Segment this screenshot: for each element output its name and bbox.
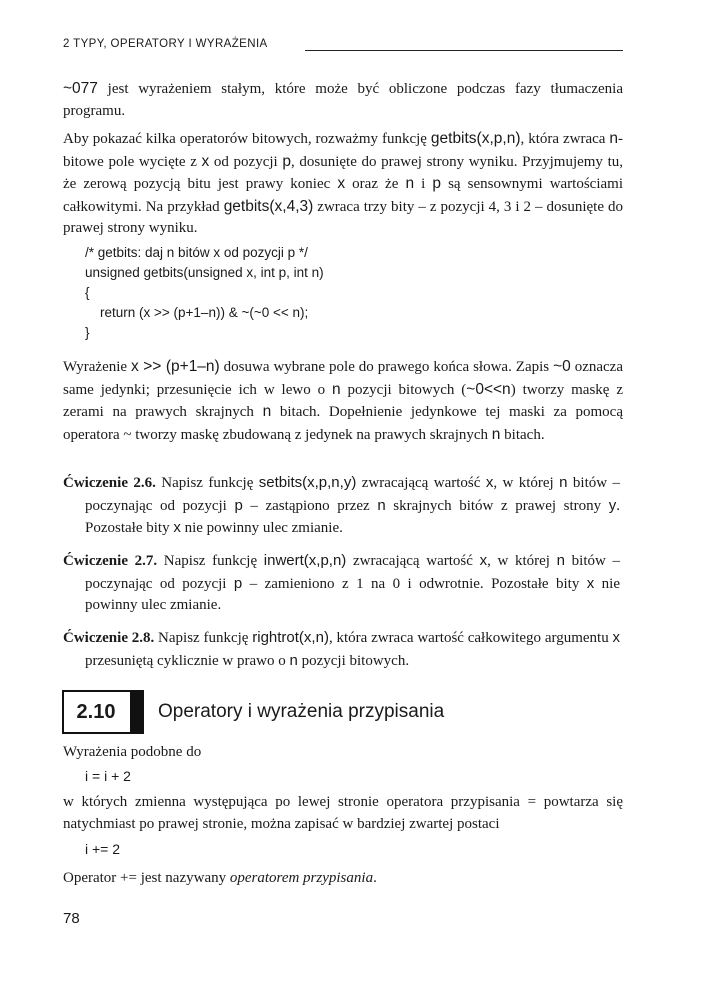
code-term: x	[612, 629, 620, 646]
text: -bitowe pole wycięte z	[63, 131, 623, 170]
code-term: n	[491, 425, 501, 443]
exercise-label: Ćwiczenie 2.6.	[63, 475, 156, 491]
code-term: x	[485, 474, 494, 491]
exercise-label: Ćwiczenie 2.8.	[63, 630, 155, 646]
paragraph-shift-explanation	[63, 356, 623, 446]
code-line-i-equals: i = i + 2	[85, 768, 131, 784]
text: skrajnych bitów z prawej strony	[385, 497, 609, 514]
section-box-bar	[130, 692, 142, 732]
text: – zamieniono z 1 na 0 i odwrotnie. Pozostałe bity	[242, 575, 587, 592]
code-term: n	[405, 175, 415, 192]
text: i	[414, 176, 433, 192]
paragraph-similar-expressions: Wyrażenia podobne do	[63, 744, 202, 760]
code-line: {	[85, 285, 90, 300]
code-line: }	[85, 325, 90, 340]
text: . Pozostałe bity	[85, 497, 621, 536]
paragraph-getbits-intro	[63, 128, 623, 240]
text: , która zwraca	[520, 131, 610, 147]
code-term: rightrot(x,n)	[252, 629, 329, 646]
exercise-2-8	[63, 627, 620, 672]
code-term: n	[289, 651, 298, 669]
emphasis-term: operatorem przypisania	[229, 870, 374, 886]
code-line: return (x >> (p+1–n)) & ~(~0 << n);	[85, 305, 309, 320]
code-term: getbits(x,p,n)	[430, 130, 521, 147]
code-term: ~0	[553, 358, 571, 375]
text: .	[373, 870, 377, 886]
code-term: n	[609, 130, 618, 147]
code-term: ~0<<n	[466, 380, 511, 398]
code-line: unsigned getbits(unsigned x, int p, int n)	[85, 265, 324, 280]
section-number-box	[62, 690, 144, 734]
code-term: ~077	[63, 80, 98, 97]
text: Aby pokazać kilka operatorów bitowych, rozważmy funkcję	[63, 131, 431, 147]
section-title: Operatory i wyrażenia przypisania	[158, 701, 445, 722]
code-term: x	[201, 152, 210, 170]
code-term: p	[234, 496, 243, 514]
text: od pozycji	[209, 153, 283, 170]
code-term: inwert(x,p,n)	[263, 552, 347, 569]
page-number: 78	[63, 910, 80, 927]
code-term: x	[173, 519, 181, 536]
text: dosuwa wybrane pole do prawego końca słowa. Zapis	[219, 359, 554, 375]
running-head-rule	[305, 50, 623, 51]
code-term: n	[556, 552, 565, 569]
text: bitach. Dopełnienie jedynkowe tej maski za pomocą operatora ~ tworzy maskę zbudowaną z jedynek na prawych skrajnych	[63, 404, 623, 443]
text: bitów – poczynając od pozycji	[85, 553, 620, 592]
text: oraz że	[345, 176, 406, 192]
text: Napisz funkcję	[157, 553, 264, 569]
text: oznacza same jedynki; przesunięcie ich w lewo o	[63, 359, 623, 398]
code-term: x	[586, 574, 595, 592]
text: bitów – poczynając od pozycji	[85, 475, 620, 514]
text: są sensownymi wartościami całkowitymi. Na przykład	[63, 176, 624, 215]
code-term: p	[233, 574, 243, 592]
text: nie powinny ulec zmianie.	[85, 575, 620, 613]
code-term: setbits(x,p,n,y)	[258, 474, 357, 491]
code-term: getbits(x,4,3)	[223, 197, 314, 215]
code-term: p	[282, 152, 291, 170]
paragraph-constant-expression	[63, 78, 623, 122]
code-term: y	[608, 496, 617, 514]
text: Wyrażenie	[63, 359, 131, 375]
running-head-text: 2 TYPY, OPERATORY I WYRAŻENIA	[63, 38, 268, 50]
text: pozycji bitowych.	[297, 652, 410, 669]
text: zwracającą wartość	[346, 553, 480, 569]
text: ) tworzy maskę z zerami na prawych skrajnych	[63, 381, 623, 420]
text: , w której	[487, 553, 557, 569]
paragraph-assignment-operator	[63, 868, 623, 890]
code-line-i-plus-equals: i += 2	[85, 841, 121, 857]
code-line: /* getbits: daj n bitów x od pozycji p */	[85, 245, 308, 260]
code-term: n	[332, 380, 341, 398]
code-term: x	[479, 552, 488, 569]
code-term: x	[337, 175, 346, 192]
text: nie powinny ulec zmianie.	[180, 520, 343, 536]
code-block-getbits	[85, 243, 324, 343]
text: zwracającą wartość	[356, 475, 486, 491]
text: bitach.	[500, 426, 545, 443]
text: pozycji bitowych (	[340, 381, 467, 398]
text: zwraca trzy bity – z pozycji 4, 3 i 2 – dosunięte do prawej strony wyniku.	[63, 198, 623, 236]
text: , która zwraca wartość całkowitego argumentu	[328, 630, 613, 646]
text: , dosunięte do prawej strony wyniku. Przyjmujemy tu, że zerową pozycją bitu jest prawy koniec	[63, 153, 623, 192]
text: – zastąpiono przez	[242, 497, 378, 514]
code-term: n	[559, 474, 568, 491]
text: przesuniętą cyklicznie w prawo o	[85, 652, 290, 669]
code-term: p	[432, 175, 441, 192]
section-number: 2.10	[76, 700, 116, 723]
text: Napisz funkcję	[154, 630, 253, 646]
text: , w której	[493, 475, 560, 491]
text: jest wyrażeniem stałym, które może być obliczone podczas fazy tłumaczenia programu.	[63, 81, 623, 119]
running-head	[63, 38, 623, 58]
exercise-label: Ćwiczenie 2.7.	[63, 553, 158, 569]
exercise-2-7	[63, 550, 620, 617]
code-term: x >> (p+1–n)	[131, 358, 220, 375]
paragraph-compact-form: w których zmienna występująca po lewej stronie operatora przypisania = powtarza się natychmiast po prawej stronie, można zapisać w bardziej zwartej postaci	[63, 794, 623, 832]
code-term: n	[377, 496, 386, 514]
text: Operator += jest nazywany	[63, 870, 230, 886]
exercise-2-6	[63, 472, 620, 540]
code-term: n	[262, 403, 272, 420]
text: Napisz funkcję	[155, 475, 259, 491]
